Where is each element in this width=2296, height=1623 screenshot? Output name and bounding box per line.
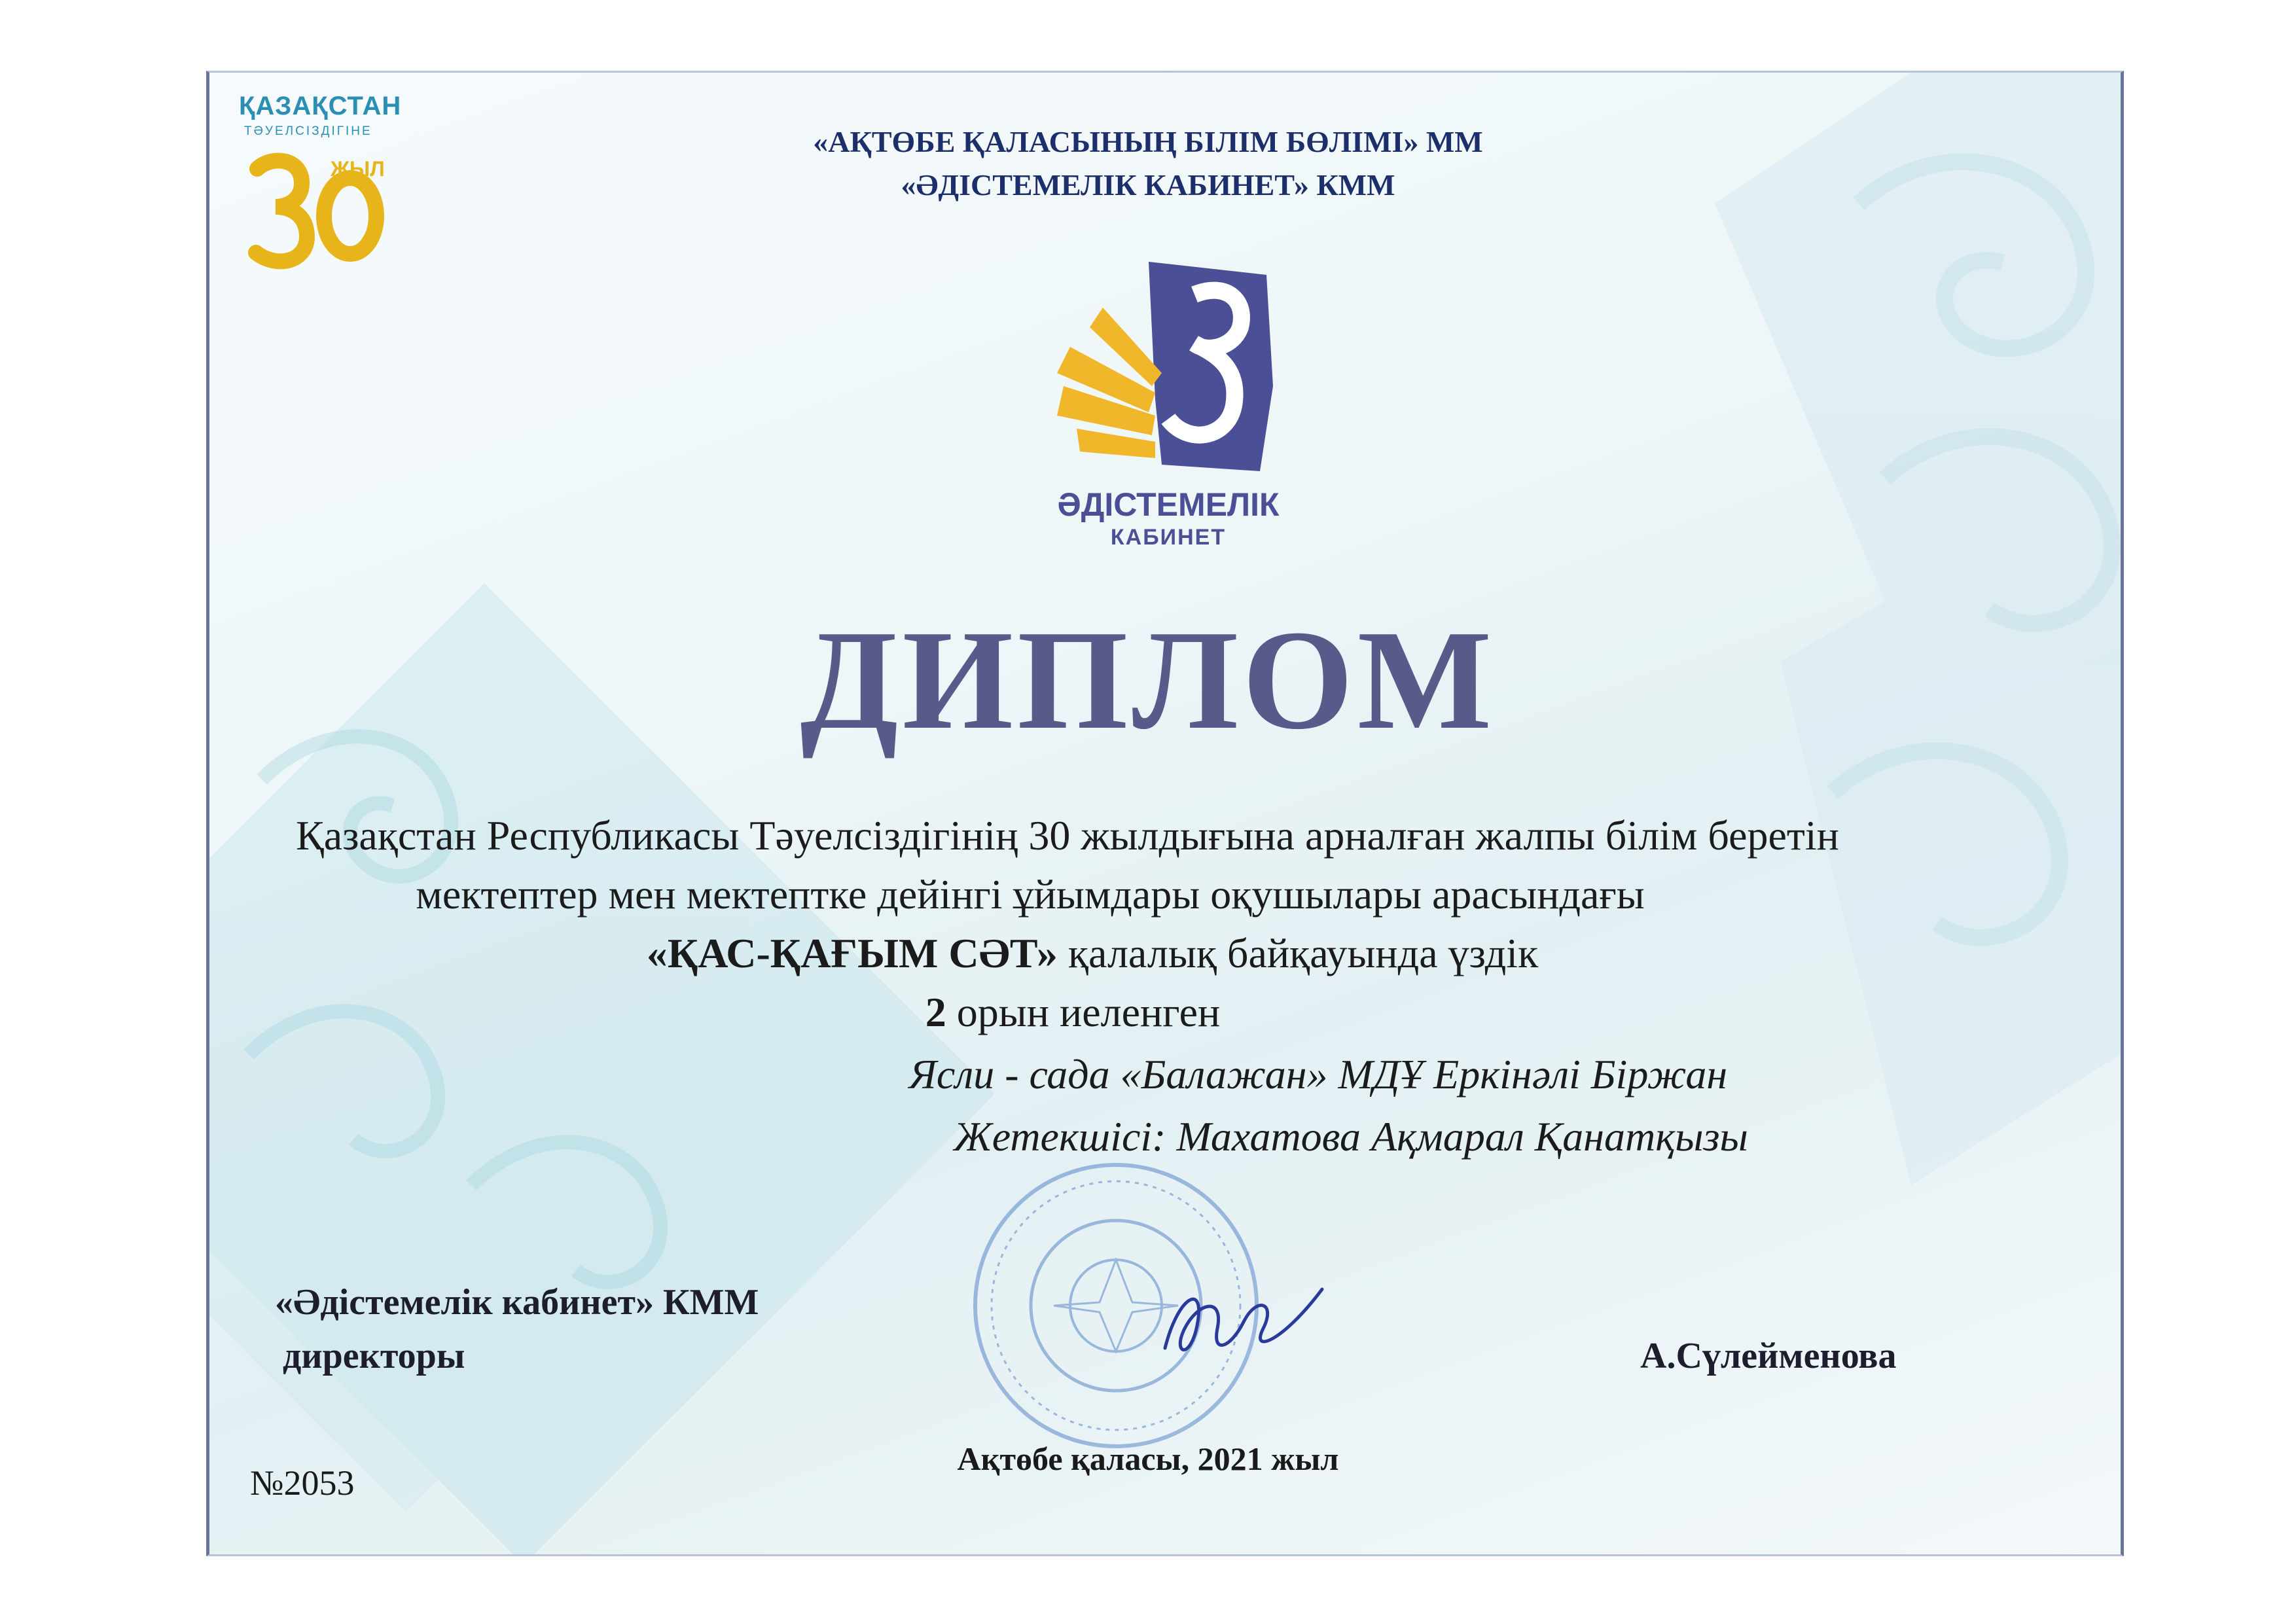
logo-subtitle-text: ТӘУЕЛСІЗДІГІНЕ (244, 124, 372, 138)
handwritten-signature (1152, 1270, 1335, 1374)
body-line-2: мектептер мен мектептке дейінгі ұйымдары оқушылары арасындағы (416, 871, 1645, 918)
place-number: 2 (925, 989, 946, 1035)
city-year: Ақтөбе қаласы, 2021 жыл (957, 1440, 1339, 1477)
signer-role-line-2: директоры (283, 1336, 465, 1376)
body-line-4 (0, 988, 2221, 1037)
header-line-1: «АҚТӨБЕ ҚАЛАСЫНЫҢ БІЛІМ БӨЛІМІ» ММ (813, 125, 1483, 158)
body-line-3 (0, 929, 2240, 978)
signer-role-line-1: «Әдістемелік кабинет» КММ (275, 1282, 759, 1323)
recipient-line: Ясли - сада «Балажан» МДҰ Еркінәлі Біржан (908, 1051, 1728, 1097)
logo-country-text: ҚАЗАҚСТАН (239, 92, 402, 120)
place-text: орын иеленген (946, 989, 1221, 1035)
document-number: №2053 (250, 1463, 355, 1503)
contest-name: «ҚАС-ҚАҒЫМ СӘТ» (646, 930, 1058, 976)
methodical-cabinet-emblem (1031, 255, 1306, 569)
supervisor-line: Жетекшісі: Махатова Ақмарал Қанатқызы (954, 1113, 1748, 1160)
emblem-text-line-1: ӘДІСТЕМЕЛІК (1057, 486, 1280, 523)
emblem-graphic (1031, 255, 1306, 484)
contest-description: қалалық байқауында үздік (1057, 930, 1539, 976)
body-line-1: Қазақстан Республикасы Тәуелсіздігінің 30 жылдығына арналған жалпы білім беретін (296, 812, 1839, 859)
header-line-2: «ӘДІСТЕМЕЛІК КАБИНЕТ» КММ (901, 168, 1395, 202)
signer-name: А.Сүлейменова (1640, 1336, 1897, 1376)
logo-year-word: ЖЫЛ (331, 157, 385, 181)
diploma-title: ДИПЛОМ (800, 601, 1496, 759)
emblem-text-line-2: КАБИНЕТ (1110, 525, 1227, 550)
